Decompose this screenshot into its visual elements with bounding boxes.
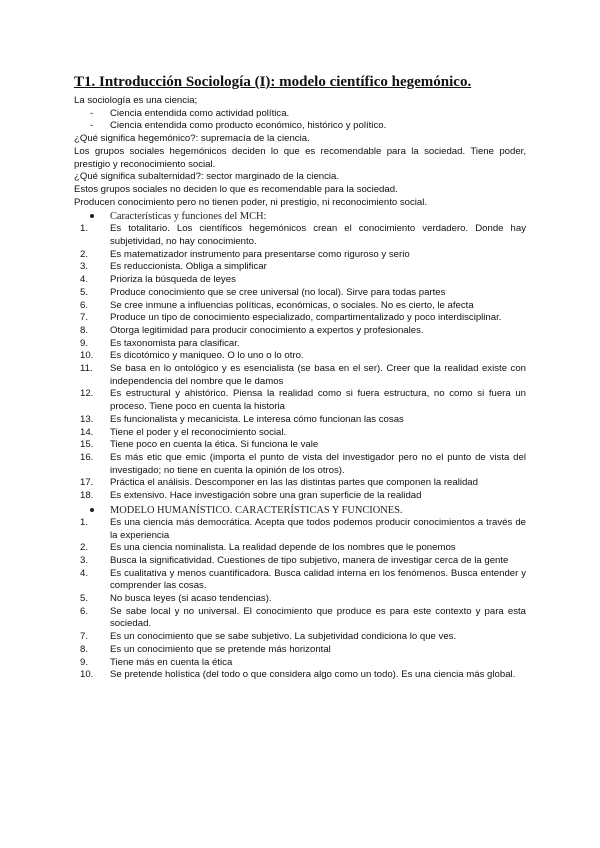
- list-item-number: 13.: [80, 413, 94, 425]
- list-item: [74, 490, 526, 503]
- list-item: [74, 606, 526, 631]
- list-item: [74, 657, 526, 670]
- list-item: [74, 427, 526, 440]
- list-item: [74, 542, 526, 555]
- section-heading-humanistic: MODELO HUMANÍSTICO. CARACTERÍSTICAS Y FUNCIONES.: [74, 504, 526, 517]
- list-item: [74, 312, 526, 325]
- list-item-number: 1.: [80, 516, 89, 528]
- list-item-number: 15.: [80, 439, 94, 451]
- intro-text: La sociología es una ciencia;: [74, 95, 198, 106]
- list-item-text: Es taxonomista para clasificar.: [110, 337, 240, 349]
- list-item-number: 4.: [80, 274, 89, 286]
- list-item-number: 1.: [80, 223, 89, 235]
- list-item-number: 2.: [80, 542, 89, 554]
- mch-characteristics-list: [74, 223, 526, 502]
- list-item-text: Es matematizador instrumento para presentarse como riguroso y serio: [110, 248, 410, 260]
- list-item-number: 12.: [80, 388, 94, 400]
- list-item: [74, 261, 526, 274]
- list-item-text: Prioriza la búsqueda de leyes: [110, 274, 236, 286]
- list-item-number: 7.: [80, 631, 89, 643]
- list-item-text: No busca leyes (si acaso tendencias).: [110, 593, 272, 605]
- list-item-number: 9.: [80, 656, 89, 668]
- list-item-text: Busca la significatividad. Cuestiones de tipo subjetivo, manera de investigar cerca de la gente: [110, 554, 509, 566]
- list-item-number: 6.: [80, 605, 89, 617]
- humanistic-characteristics-list: [74, 517, 526, 682]
- paragraph: Producen conocimiento pero no tienen poder, ni prestigio, ni reconocimiento social.: [74, 196, 428, 208]
- bullet-icon: [90, 508, 94, 512]
- list-item: [74, 568, 526, 593]
- list-item-number: 4.: [80, 567, 89, 579]
- list-item: [74, 517, 526, 542]
- list-item: [74, 388, 526, 413]
- list-item-number: 16.: [80, 451, 94, 463]
- list-item-text: Tiene más en cuenta la ética: [110, 656, 233, 668]
- list-item-text: Es más etic que emic (importa el punto de vista del investigador pero no el punto de vista del investigado; no tiene en cuenta la opinión de los otros).: [110, 451, 526, 476]
- list-item-text: Es totalitario. Los científicos hegemónicos crean el conocimiento verdadero. Donde hay subjetividad, no hay conocimiento.: [110, 223, 526, 248]
- list-item-text: Es una ciencia más democrática. Acepta que todos podemos producir conocimientos a través de la experiencia: [110, 516, 526, 541]
- list-item: [74, 300, 526, 313]
- list-item-text: Es extensivo. Hace investigación sobre una gran superficie de la realidad: [110, 490, 422, 502]
- paragraph: Estos grupos sociales no deciden lo que es recomendable para la sociedad.: [74, 183, 398, 195]
- list-item-text: Es una ciencia nominalista. La realidad depende de los nombres que le ponemos: [110, 542, 456, 554]
- list-item: [74, 363, 526, 388]
- list-item-number: 8.: [80, 324, 89, 336]
- list-item-text: Es reduccionista. Obliga a simplificar: [110, 261, 267, 273]
- list-item-number: 7.: [80, 312, 89, 324]
- list-item: [74, 223, 526, 248]
- list-item-text: Produce un tipo de conocimiento especializado, compartimentalizado y poco interdisciplinar.: [110, 312, 502, 324]
- list-item-text: Produce conocimiento que se cree universal (no local). Sirve para todas partes: [110, 286, 446, 298]
- list-item: [74, 644, 526, 657]
- list-item-number: 6.: [80, 299, 89, 311]
- list-item-text: Es funcionalista y mecanicista. Le interesa cómo funcionan las cosas: [110, 413, 404, 425]
- list-item: [74, 414, 526, 427]
- list-item-text: Otorga legitimidad para producir conocimiento a expertos y profesionales.: [110, 324, 424, 336]
- list-item-number: 9.: [80, 337, 89, 349]
- list-item-text: Es estructural y ahistórico. Piensa la realidad como si fuera estructura, no como si fuera un proceso. Tiene poco en cuenta la historia: [110, 388, 526, 413]
- list-item-text: Se sabe local y no universal. El conocimiento que produce es para este contexto y para esta sociedad.: [110, 605, 526, 630]
- list-item-text: Es dicotómico y maniqueo. O lo uno o lo otro.: [110, 350, 304, 362]
- paragraph: ¿Qué significa subalternidad?: sector marginado de la ciencia.: [74, 171, 340, 183]
- list-item-text: Es un conocimiento que se pretende más horizontal: [110, 643, 331, 655]
- list-item-number: 18.: [80, 490, 94, 502]
- list-item-number: 5.: [80, 593, 89, 605]
- intro-list-item: - Ciencia entendida como actividad política.: [90, 107, 290, 119]
- list-item-text: Se cree inmune a influencias políticas, económicas, o sociales. No es cierto, le afecta: [110, 299, 474, 311]
- list-item-text: Es cualitativa y menos cuantificadora. Busca calidad interna en los fenómenos. Busca entender y comprender las cosas.: [110, 567, 526, 592]
- list-item: [74, 350, 526, 363]
- intro-list: [74, 108, 526, 133]
- list-item: [74, 452, 526, 477]
- list-item: [74, 338, 526, 351]
- list-item: [74, 287, 526, 300]
- intro-list-item: - Ciencia entendida como producto económico, histórico y político.: [90, 120, 387, 132]
- list-item-number: 2.: [80, 248, 89, 260]
- list-item: [74, 325, 526, 338]
- list-item-number: 17.: [80, 477, 94, 489]
- section-heading-mch: Características y funciones del MCH:: [74, 210, 526, 223]
- list-item-number: 3.: [80, 554, 89, 566]
- list-item-number: 8.: [80, 643, 89, 655]
- list-item-number: 10.: [80, 669, 94, 681]
- paragraph: ¿Qué significa hegemónico?: supremacía de la ciencia.: [74, 133, 310, 145]
- list-item-text: Se pretende holística (del todo o que considera algo como un todo). Es una ciencia más global.: [110, 669, 516, 681]
- list-item: [74, 593, 526, 606]
- paragraph: Los grupos sociales hegemónicos deciden lo que es recomendable para la sociedad. Tiene poder, prestigio y reconocimiento social.: [74, 145, 526, 170]
- list-item: [74, 669, 526, 682]
- list-item-text: Tiene poco en cuenta la ética. Si funciona le vale: [110, 439, 319, 451]
- list-item-text: Práctica el análisis. Descomponer en las las distintas partes que componen la realidad: [110, 477, 478, 489]
- list-item-number: 10.: [80, 350, 94, 362]
- list-item-number: 3.: [80, 261, 89, 273]
- list-item: [74, 249, 526, 262]
- list-item-text: Es un conocimiento que se sabe subjetivo. La subjetividad condiciona lo que ves.: [110, 631, 457, 643]
- list-item: [74, 274, 526, 287]
- list-item-number: 5.: [80, 286, 89, 298]
- list-item: [74, 477, 526, 490]
- list-item: [74, 555, 526, 568]
- list-item-number: 14.: [80, 426, 94, 438]
- list-item-text: Tiene el poder y el reconocimiento social.: [110, 426, 287, 438]
- list-item-text: Se basa en lo ontológico y es esencialista (se basa en el ser). Creer que la realidad existe con independencia del nombre que le damos: [110, 363, 526, 387]
- list-item: [74, 439, 526, 452]
- bullet-icon: [90, 214, 94, 218]
- list-item-number: 11.: [80, 363, 93, 375]
- document-title: T1. Introducción Sociología (I): modelo científico hegemónico.: [74, 74, 472, 90]
- list-item: [74, 631, 526, 644]
